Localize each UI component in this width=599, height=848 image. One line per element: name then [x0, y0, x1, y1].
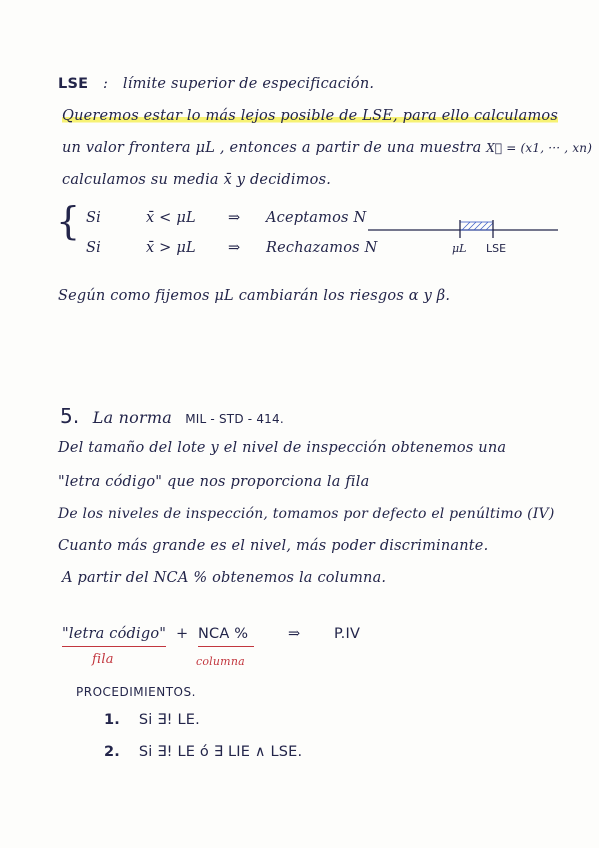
- lse-abbr: LSE: [58, 76, 89, 92]
- hatched-region: [460, 222, 493, 230]
- lse-line-1-text: Queremos estar lo más lejos posible de LSE, para ello calculamos: [62, 108, 559, 124]
- formula-row: [62, 626, 166, 647]
- case1-si: Si: [86, 210, 101, 226]
- proc2-text: Si ∃! LE ó ∃ LIE ∧ LSE.: [138, 744, 303, 760]
- section-title-b: MIL - STD - 414.: [185, 412, 284, 426]
- formula-arrow: ⇒: [288, 626, 301, 642]
- axis-sketch: [366, 212, 566, 262]
- case-reject: [86, 240, 378, 256]
- section-5-heading: [60, 404, 284, 428]
- sec5-p3: [58, 506, 555, 522]
- lse-colon: :: [103, 76, 109, 92]
- axis-lse-label: LSE: [486, 242, 507, 255]
- sec5-p2-text: "letra código" que nos proporciona la fila: [58, 474, 370, 490]
- procedures-title: PROCEDIMIENTOS.: [76, 685, 196, 699]
- section-number: 5.: [60, 404, 80, 428]
- procedure-2: [104, 744, 302, 760]
- lse-line-2: [62, 140, 592, 156]
- lse-def-text: límite superior de especificación.: [122, 76, 375, 92]
- sec5-p5-text: A partir del NCA % obtenemos la columna.: [62, 570, 387, 586]
- case1-cond: x̄ < μL: [146, 210, 196, 226]
- proc1-number: 1.: [104, 712, 120, 728]
- proc2-number: 2.: [104, 744, 120, 760]
- sec5-p5: [62, 570, 386, 586]
- section-title-a: La norma: [92, 408, 172, 427]
- sec5-p3-text: De los niveles de inspección, tomamos por defecto el penúltimo (IV): [58, 506, 555, 522]
- lse-definition: [58, 76, 374, 92]
- proc1-text: Si ∃! LE.: [138, 712, 200, 728]
- formula-plus: +: [176, 626, 189, 642]
- sample-vector: X⃗ = (x1, ··· , xn): [486, 141, 593, 155]
- lse-line-4-text: Según como fijemos μL cambiarán los riesgos α y β.: [58, 288, 451, 304]
- hatch-lines: [462, 222, 493, 230]
- lse-line-4: [58, 288, 450, 304]
- sec5-p1: [58, 440, 506, 456]
- formula-nca-wrap: [198, 626, 254, 647]
- lse-line-1: [62, 108, 558, 124]
- lse-line-2b: , entonces a partir de una muestra: [219, 140, 482, 156]
- sec5-p4-text: Cuanto más grande es el nivel, más poder discriminante.: [58, 538, 489, 554]
- lse-line-3-text: calculamos su media x̄ y decidimos.: [62, 172, 332, 188]
- axis-mu-label: μL: [452, 242, 467, 255]
- case2-cond: x̄ > μL: [146, 240, 196, 256]
- case2-result: Rechazamos N: [266, 240, 378, 256]
- procedure-1: [104, 712, 200, 728]
- formula-letra: "letra código": [62, 626, 166, 647]
- sec5-p2: [58, 474, 369, 490]
- cases-brace: {: [56, 199, 81, 243]
- formula-nca: NCA %: [198, 626, 254, 647]
- mu-symbol: μL: [195, 140, 216, 156]
- formula-fila-label: fila: [92, 652, 114, 667]
- formula-columna-label: columna: [196, 655, 245, 668]
- case-accept: [86, 210, 367, 226]
- case1-result: Aceptamos N: [266, 210, 367, 226]
- case2-si: Si: [86, 240, 101, 256]
- case2-arrow: ⇒: [228, 240, 241, 256]
- lse-line-3: [62, 172, 331, 188]
- lse-line-2a: un valor frontera: [62, 140, 191, 156]
- case1-arrow: ⇒: [228, 210, 241, 226]
- formula-piv: P.IV: [334, 626, 361, 642]
- sec5-p1-text: Del tamaño del lote y el nivel de inspección obtenemos una: [58, 440, 507, 456]
- sec5-p4: [58, 538, 488, 554]
